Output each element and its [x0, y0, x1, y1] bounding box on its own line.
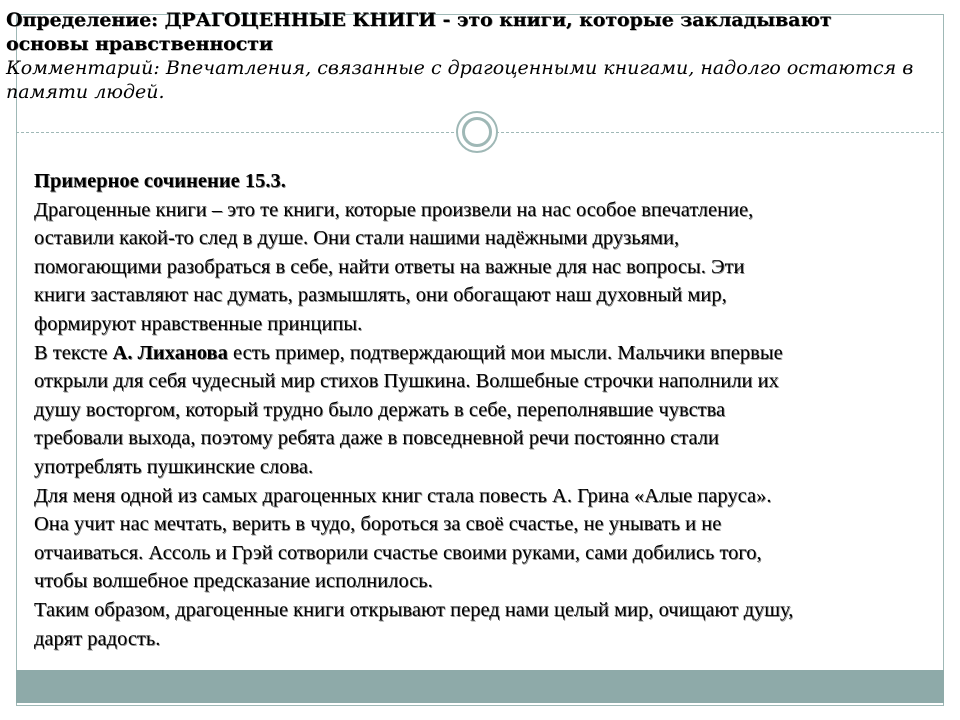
essay-line: чтобы волшебное предсказание исполнилось.: [34, 570, 433, 593]
essay-title: Примерное сочинение 15.3.: [34, 170, 286, 192]
essay-line: книги заставляют нас думать, размышлять, они обогащают наш духовный мир,: [34, 284, 727, 307]
example-prefix: В тексте: [34, 341, 113, 364]
essay-line: употреблять пушкинские слова.: [34, 455, 314, 478]
comment-line: Комментарий: Впечатления, связанные с драгоценными книгами, надолго остаются в: [6, 57, 914, 79]
essay-line: оставили какой-то след в душе. Они стали нашими надёжными друзьями,: [34, 227, 680, 250]
essay-line: Таким образом, драгоценные книги открывают перед нами целый мир, очищают душу,: [34, 598, 794, 621]
example-author: А. Лиханова: [112, 341, 228, 364]
essay-line: открыли для себя чудесный мир стихов Пушкина. Волшебные строчки наполнили их: [34, 370, 779, 393]
essay-line: отчаиваться. Ассоль и Грэй сотворили счастье своими руками, сами добились того,: [34, 541, 762, 564]
essay-line: Она учит нас мечтать, верить в чудо, бороться за своё счастье, не унывать и не: [34, 513, 722, 536]
essay-line: Драгоценные книги – это те книги, которые произвели на нас особое впечатление,: [34, 198, 754, 221]
ring-ornament-icon: [456, 111, 498, 153]
definition-line: основы нравственности: [6, 33, 273, 55]
essay-line: формируют нравственные принципы.: [34, 312, 363, 335]
definition-line: Определение: ДРАГОЦЕННЫЕ КНИГИ - это книги, которые закладывают: [6, 9, 832, 31]
essay-line: душу восторгом, который трудно было держать в себе, переполнявшие чувства: [34, 398, 726, 421]
essay-line: требовали выхода, поэтому ребята даже в повседневной речи постоянно стали: [34, 427, 719, 450]
essay-line: помогающими разобраться в себе, найти ответы на важные для нас вопросы. Эти: [34, 255, 745, 278]
essay-example-line: [34, 339, 934, 368]
definition-block: [6, 8, 926, 104]
example-rest: есть пример, подтверждающий мои мысли. Мальчики впервые: [227, 341, 783, 364]
ring-inner: [462, 117, 492, 147]
essay-line: Для меня одной из самых драгоценных книг стала повесть А. Грина «Алые паруса».: [34, 484, 772, 507]
essay-text: [34, 167, 934, 653]
essay-line: дарят радость.: [34, 627, 161, 650]
footer-band: [16, 670, 944, 703]
comment-line: памяти людей.: [6, 81, 165, 103]
